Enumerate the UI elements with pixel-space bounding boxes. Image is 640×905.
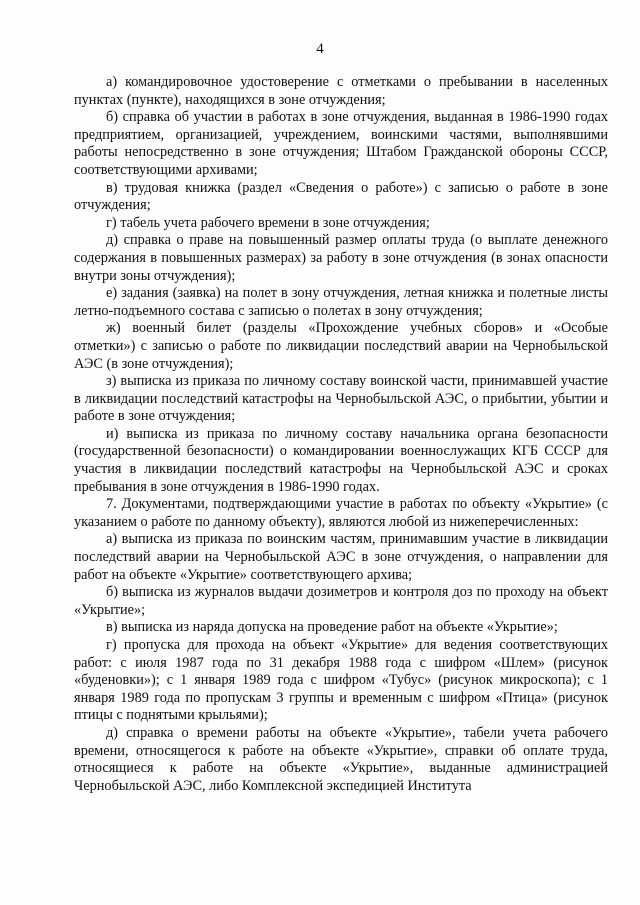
paragraph-6v: в) трудовая книжка (раздел «Сведения о работе») с записью о работе в зоне отчуждения; xyxy=(74,179,608,214)
paragraph-6z: з) выписка из приказа по личному составу воинской части, принимавшей участие в ликвидации последствий катастрофы на Чернобыльской АЭС, о прибытии, убытии и работе в зоне отчуждения; xyxy=(74,373,608,425)
paragraph-7v: в) выписка из наряда допуска на проведение работ на объекте «Укрытие»; xyxy=(106,619,558,636)
document-body xyxy=(74,74,608,795)
paragraph-6i: и) выписка из приказа по личному составу начальника органа безопасности (государственной безопасности) о командировании военнослужащих КГБ СССР для участия в ликвидации последствий катастрофы на Чернобыльской АЭС и сроках пребывания в зоне отчуждения в 1986-1990 годах. xyxy=(74,425,608,495)
paragraph-7a: а) выписка из приказа по воинским частям, принимавшим участие в ликвидации последствий аварии на Чернобыльской АЭС в зоне отчуждения, о направлении для работ на объекте «Укрытие» соответствующего архива; xyxy=(74,531,608,583)
paragraph-7d: д) справка о времени работы на объекте «Укрытие», табели учета рабочего времени, относящегося к работе на объекте «Укрытие», справки об оплате труда, относящиеся к работе на объекте «Укрытие», выданные администрацией Чернобыльской АЭС, либо Комплексной экспедицией Института xyxy=(74,724,608,794)
paragraph-6g: г) табель учета рабочего времени в зоне отчуждения; xyxy=(106,214,430,231)
paragraph-6a: а) командировочное удостоверение с отметками о пребывании в населенных пунктах (пункте), находящихся в зоне отчуждения; xyxy=(74,74,608,108)
paragraph-6e: е) задания (заявка) на полет в зону отчуждения, летная книжка и полетные листы летно-подъемного состава с записью о полетах в зону отчуждения; xyxy=(74,285,608,319)
page-number: 4 xyxy=(316,41,324,57)
paragraph-6zh: ж) военный билет (разделы «Прохождение учебных сборов» и «Особые отметки») с записью о работе по ликвидации последствий аварии на Чернобыльской АЭС (в зоне отчуждения); xyxy=(74,320,608,372)
paragraph-6d: д) справка о праве на повышенный размер оплаты труда (о выплате денежного содержания в повышенных размерах) за работу в зоне отчуждения (в зонах опасности внутри зоны отчуждения); xyxy=(74,232,608,284)
paragraph-7g: г) пропуска для прохода на объект «Укрытие» для ведения соответствующих работ: с июля 1987 года по 31 декабря 1988 года с шифром «Шлем» (рисунок «буденовки»); с 1 января 1989 года с шифром «Тубус» (рисунок микроскопа); с 1 января 1989 года по пропускам 3 группы и временным с шифром «Птица» (рисунок птицы с поднятыми крыльями); xyxy=(74,637,608,724)
paragraph-7-intro: 7. Документами, подтверждающими участие в работах по объекту «Укрытие» (с указанием о работе по данному объекту), являются любой из нижеперечисленных: xyxy=(74,496,608,530)
paragraph-6b: б) справка об участии в работах в зоне отчуждения, выданная в 1986-1990 годах предприятием, организацией, учреждением, воинскими частями, выполнявшими работы непосредственно в зоне отчуждения; Штабом Гражданской обороны СССР, соответствующими архивами; xyxy=(74,109,608,178)
paragraph-7b: б) выписка из журналов выдачи дозиметров и контроля доз по проходу на объект «Укрытие»; xyxy=(74,584,608,618)
